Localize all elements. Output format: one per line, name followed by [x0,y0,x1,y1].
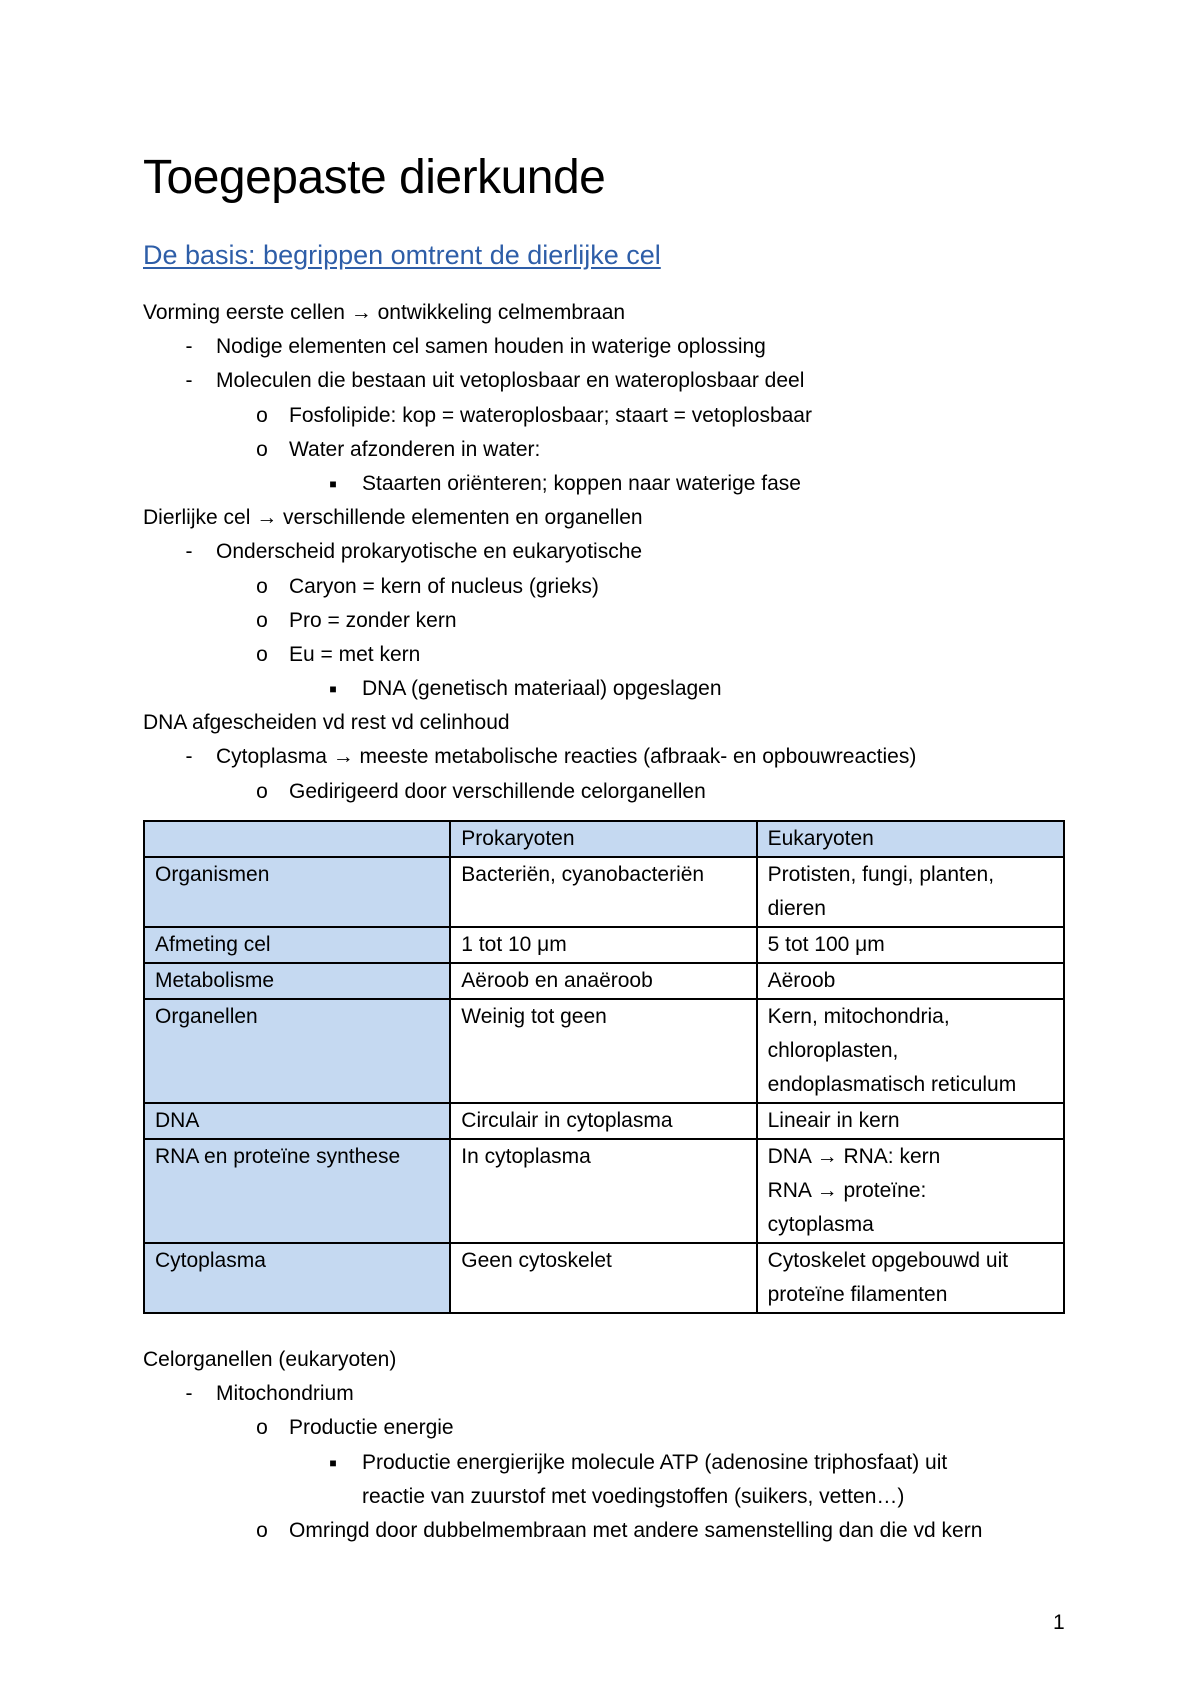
outline-text: Onderscheid prokaryotische en eukaryotische [216,540,643,564]
outline-text: Eu = met kern [289,642,421,666]
table-row [144,999,1064,1103]
outline-item [143,1411,1063,1445]
bullet-marker: ■ [329,476,337,491]
cell-line: In cytoplasma [461,1145,591,1168]
bullet-marker: - [185,335,193,359]
outline-item [143,1514,1063,1548]
outline-item [143,638,1063,672]
cell-line: dieren [767,897,826,920]
prokaryote-cell [450,963,756,999]
arrow-icon: → [332,745,354,769]
outline-item [143,775,1063,809]
row-label: Afmeting cel [144,927,450,963]
page-number: 1 [1053,1611,1065,1634]
bullet-marker: - [185,369,193,393]
row-label: Organellen [144,999,450,1103]
outline-text: meeste metabolische reacties (afbraak- en opbouwreacties) [353,745,917,769]
bullet-marker: o [256,1416,268,1440]
outline-item [143,501,1063,535]
table-row [144,857,1064,927]
cell-line: Protisten, fungi, planten, [767,863,995,886]
eukaryote-cell [757,857,1064,927]
cell-line: Aëroob en anaëroob [461,969,653,992]
outline-item [143,604,1063,638]
table-header-cell: Eukaryoten [757,821,1064,857]
outline-item [143,740,1063,774]
bullet-marker: - [185,745,193,769]
outline-text: DNA (genetisch materiaal) opgeslagen [362,677,722,701]
prokaryote-cell [450,1103,756,1139]
outline-text: DNA afgescheiden vd rest vd celinhoud [143,711,510,735]
table-row [144,1243,1064,1313]
eukaryote-cell [757,1103,1064,1139]
outline-item [143,467,1063,501]
outline-text: Gedirigeerd door verschillende celorganellen [289,779,706,803]
eukaryote-cell [757,999,1064,1103]
table-header-cell [144,821,450,857]
outline-item [143,296,1063,330]
bullet-marker: o [256,779,268,803]
cell-line: Circulair in cytoplasma [461,1109,673,1132]
outline-list [143,296,1063,809]
outline-text: Mitochondrium [216,1382,354,1406]
outline-text: Productie energierijke molecule ATP (adenosine triphosfaat) uit [362,1450,948,1474]
outline-text: Celorganellen (eukaryoten) [143,1348,397,1371]
bullet-marker: o [256,403,268,427]
table-header-row [144,821,1064,857]
outline-item [143,1343,1063,1377]
bullet-marker: o [256,608,268,632]
cell-line: Weinig tot geen [461,1005,607,1028]
outline-text: ontwikkeling celmembraan [371,301,626,324]
cell-line: 1 tot 10 μm [461,933,567,956]
row-label: Cytoplasma [144,1243,450,1313]
table-row [144,927,1064,963]
cell-line: Bacteriën, cyanobacteriën [461,863,705,886]
outline-text: Productie energie [289,1416,454,1440]
outline-item [143,399,1063,433]
outline-text: Fosfolipide: kop = wateroplosbaar; staart = vetoplosbaar [289,403,812,427]
arrow-icon: → [350,301,372,324]
cell-line: chloroplasten, [767,1039,899,1062]
outline-text: Nodige elementen cel samen houden in waterige oplossing [216,335,766,359]
outline-text: Water afzonderen in water: [289,437,541,461]
page-title: Toegepaste dierkunde [143,151,606,204]
outline-item [143,1446,1063,1480]
outline-item [143,330,1063,364]
outline-item [143,535,1063,569]
outline-item [143,364,1063,398]
cell-line: RNA → proteïne: [767,1179,927,1202]
outline-text: Vorming eerste cellen [143,301,351,324]
outline-text: Dierlijke cel [143,506,257,530]
prokaryote-cell [450,857,756,927]
cell-line: DNA → RNA: kern [767,1145,941,1168]
table-row [144,963,1064,999]
organelles-outline [143,1343,1063,1548]
outline-text: Staarten oriënteren; koppen naar waterige fase [362,471,801,495]
outline-text: reactie van zuurstof met voedingstoffen (suikers, vetten…) [362,1484,905,1508]
comparison-table [143,820,1065,1314]
cell-line: endoplasmatisch reticulum [767,1073,1017,1096]
row-label: RNA en proteïne synthese [144,1139,450,1243]
bullet-marker: ■ [329,1455,337,1470]
outline-text: Omringd door dubbelmembraan met andere samenstelling dan die vd kern [289,1518,983,1542]
bullet-marker: - [185,540,193,564]
bullet-marker: o [256,437,268,461]
outline-item [143,570,1063,604]
outline-text: Caryon = kern of nucleus (grieks) [289,574,599,598]
cell-line: cytoplasma [767,1213,874,1236]
table-row [144,1139,1064,1243]
cell-line: Geen cytoskelet [461,1249,612,1272]
bullet-marker: - [185,1382,193,1406]
outline-text: Cytoplasma [216,745,333,769]
outline-text: Pro = zonder kern [289,608,457,632]
table-header-cell: Prokaryoten [450,821,756,857]
eukaryote-cell [757,927,1064,963]
outline-item [143,706,1063,740]
eukaryote-cell [757,1243,1064,1313]
cell-line: Lineair in kern [767,1109,900,1132]
outline-item [143,1377,1063,1411]
prokaryote-cell [450,999,756,1103]
cell-line: Cytoskelet opgebouwd uit [767,1249,1009,1272]
outline-text: Moleculen die bestaan uit vetoplosbaar en wateroplosbaar deel [216,369,805,393]
prokaryote-cell [450,1243,756,1313]
outline-item [143,433,1063,467]
arrow-icon: → [256,506,278,530]
bullet-marker: ■ [329,682,337,697]
bullet-marker: o [256,574,268,598]
outline-item [143,1480,1063,1514]
row-label: Metabolisme [144,963,450,999]
cell-line: proteïne filamenten [767,1283,948,1306]
row-label: DNA [144,1103,450,1139]
eukaryote-cell [757,963,1064,999]
cell-line: Kern, mitochondria, [767,1005,950,1028]
bullet-marker: o [256,642,268,666]
section-heading: De basis: begrippen omtrent de dierlijke cel [143,240,661,270]
row-label: Organismen [144,857,450,927]
prokaryote-cell [450,1139,756,1243]
outline-text: verschillende elementen en organellen [277,506,643,530]
cell-line: Aëroob [767,969,836,992]
eukaryote-cell [757,1139,1064,1243]
cell-line: 5 tot 100 μm [767,933,885,956]
table-row [144,1103,1064,1139]
outline-item [143,672,1063,706]
bullet-marker: o [256,1518,268,1542]
prokaryote-cell [450,927,756,963]
